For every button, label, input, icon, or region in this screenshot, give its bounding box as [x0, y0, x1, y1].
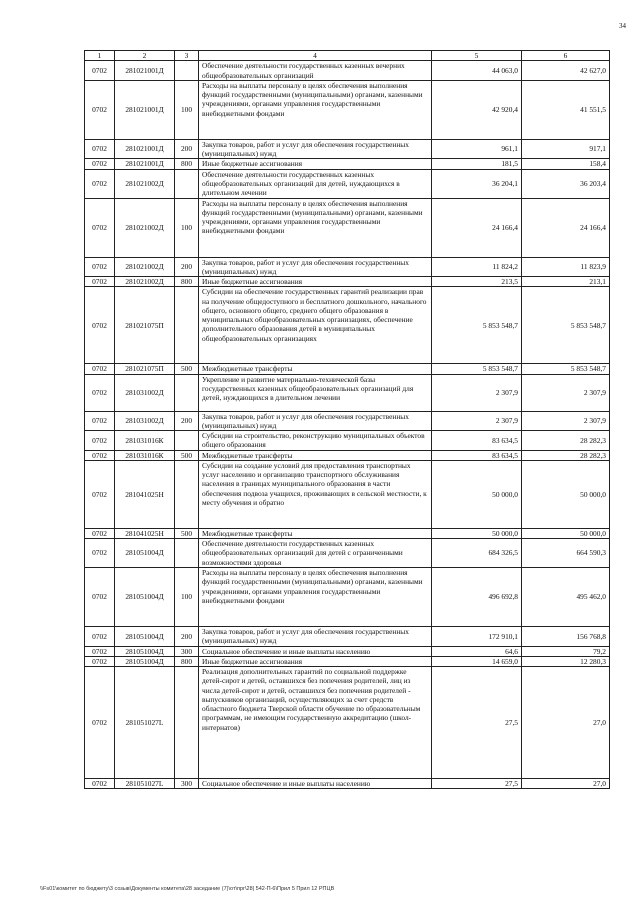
- value-col-6: 2 307,9: [522, 411, 610, 431]
- section-code: 0702: [85, 277, 115, 287]
- section-code: 0702: [85, 779, 115, 789]
- section-code: 0702: [85, 646, 115, 656]
- expense-type: 100: [175, 80, 199, 139]
- item-name: Субсидии на создание условий для предоставления транспортных услуг населению и организацию транспортного обслуживания населения в границах муниципального образования в части обеспечения подвоза учащихся, проживающих в сельской местности, к месту обучения и обратно: [199, 460, 432, 528]
- budget-table: [84, 50, 610, 789]
- value-col-5: 213,5: [432, 277, 522, 287]
- table-row: [85, 667, 610, 779]
- value-col-6: 917,1: [522, 139, 610, 159]
- article-code: 281051004Д: [115, 646, 175, 656]
- col-header-3: 3: [175, 51, 199, 61]
- item-name: Социальное обеспечение и иные выплаты населению: [199, 646, 432, 656]
- article-code: 281051004Д: [115, 568, 175, 627]
- value-col-5: 11 824,2: [432, 257, 522, 277]
- section-code: 0702: [85, 139, 115, 159]
- expense-type: 300: [175, 779, 199, 789]
- value-col-5: 5 853 548,7: [432, 287, 522, 364]
- item-name: Расходы на выплаты персоналу в целях обеспечения выполнения функций государственными (муниципальными) органами, казенными учреждениями, органами управления государственными внебюджетными фондами: [199, 80, 432, 139]
- value-col-5: 2 307,9: [432, 411, 522, 431]
- value-col-6: 28 282,3: [522, 431, 610, 451]
- item-name: Иные бюджетные ассигнования: [199, 159, 432, 169]
- value-col-5: 44 063,0: [432, 61, 522, 81]
- section-code: 0702: [85, 627, 115, 647]
- value-col-5: 181,5: [432, 159, 522, 169]
- value-col-6: 213,1: [522, 277, 610, 287]
- col-header-1: 1: [85, 51, 115, 61]
- value-col-6: 12 280,3: [522, 656, 610, 666]
- item-name: Межбюджетные трансферты: [199, 364, 432, 374]
- value-col-5: 2 307,9: [432, 374, 522, 411]
- section-code: 0702: [85, 287, 115, 364]
- value-col-5: 5 853 548,7: [432, 364, 522, 374]
- article-code: 281021002Д: [115, 198, 175, 257]
- expense-type: 300: [175, 646, 199, 656]
- table-row: [85, 460, 610, 528]
- table-row: [85, 374, 610, 411]
- article-code: 281031002Д: [115, 411, 175, 431]
- expense-type: 200: [175, 627, 199, 647]
- item-name: Закупка товаров, работ и услуг для обеспечения государственных (муниципальных) нужд: [199, 257, 432, 277]
- value-col-5: 50 000,0: [432, 528, 522, 538]
- expense-type: [175, 431, 199, 451]
- table-row: [85, 364, 610, 374]
- table-row: [85, 61, 610, 81]
- item-name: Реализация дополнительных гарантий по социальной поддержке детей-сирот и детей, оставшихся без попечения родителей, лиц из числа детей-сирот и детей, оставшихся без попечения родителей - выпускников организаций, осуществляющих за счет средств областного бюджета Тверской области обучение по образовательным программам, не имеющим государственную аккредитацию (школ-интернатов): [199, 667, 432, 779]
- expense-type: 500: [175, 364, 199, 374]
- page-number: 34: [619, 22, 626, 30]
- value-col-5: 27,5: [432, 779, 522, 789]
- item-name: Укрепление и развитие материально-технической базы государственных казенных общеобразовательных организаций для детей, нуждающихся в длительном лечении: [199, 374, 432, 411]
- value-col-5: 83 634,5: [432, 431, 522, 451]
- table-body: [85, 61, 610, 789]
- section-code: 0702: [85, 411, 115, 431]
- value-col-5: 172 910,1: [432, 627, 522, 647]
- expense-type: 500: [175, 450, 199, 460]
- table-row: [85, 528, 610, 538]
- expense-type: 200: [175, 257, 199, 277]
- expense-type: 100: [175, 568, 199, 627]
- article-code: 281021001Д: [115, 139, 175, 159]
- value-col-6: 24 166,4: [522, 198, 610, 257]
- col-header-2: 2: [115, 51, 175, 61]
- article-code: 281031016К: [115, 431, 175, 451]
- col-header-5: 5: [432, 51, 522, 61]
- item-name: Межбюджетные трансферты: [199, 450, 432, 460]
- value-col-5: 83 634,5: [432, 450, 522, 460]
- item-name: Межбюджетные трансферты: [199, 528, 432, 538]
- section-code: 0702: [85, 198, 115, 257]
- value-col-5: 36 204,1: [432, 169, 522, 198]
- expense-type: 200: [175, 411, 199, 431]
- value-col-5: 961,1: [432, 139, 522, 159]
- col-header-6: 6: [522, 51, 610, 61]
- article-code: 281021002Д: [115, 277, 175, 287]
- value-col-6: 42 627,0: [522, 61, 610, 81]
- expense-type: 100: [175, 198, 199, 257]
- table-row: [85, 139, 610, 159]
- value-col-6: 156 768,8: [522, 627, 610, 647]
- value-col-6: 79,2: [522, 646, 610, 656]
- item-name: Расходы на выплаты персоналу в целях обеспечения выполнения функций государственными (муниципальными) органами, казенными учреждениями, органами управления государственными внебюджетными фондами: [199, 198, 432, 257]
- article-code: 281021002Д: [115, 257, 175, 277]
- expense-type: 800: [175, 159, 199, 169]
- section-code: 0702: [85, 460, 115, 528]
- item-name: Расходы на выплаты персоналу в целях обеспечения выполнения функций государственными (муниципальными) органами, казенными учреждениями, органами управления государственными внебюджетными фондами: [199, 568, 432, 627]
- value-col-5: 42 920,4: [432, 80, 522, 139]
- section-code: 0702: [85, 80, 115, 139]
- value-col-5: 64,6: [432, 646, 522, 656]
- item-name: Субсидии на обеспечение государственных гарантий реализации прав на получение общедоступного и бесплатного дошкольного, начального общего, основного общего, среднего общего образования в муниципальных общеобразовательных организациях, обеспечение дополнительного образования детей в муниципальных общеобразовательных организациях: [199, 287, 432, 364]
- article-code: 281051004Д: [115, 539, 175, 568]
- expense-type: 800: [175, 277, 199, 287]
- section-code: 0702: [85, 656, 115, 666]
- item-name: Социальное обеспечение и иные выплаты населению: [199, 779, 432, 789]
- section-code: 0702: [85, 667, 115, 779]
- table-row: [85, 450, 610, 460]
- table-row: [85, 646, 610, 656]
- section-code: 0702: [85, 169, 115, 198]
- article-code: 281021001Д: [115, 159, 175, 169]
- section-code: 0702: [85, 374, 115, 411]
- table-row: [85, 779, 610, 789]
- value-col-6: 664 590,3: [522, 539, 610, 568]
- expense-type: 500: [175, 528, 199, 538]
- table-row: [85, 257, 610, 277]
- value-col-5: 27,5: [432, 667, 522, 779]
- table-row: [85, 411, 610, 431]
- table-row: [85, 287, 610, 364]
- value-col-6: 495 462,0: [522, 568, 610, 627]
- table-row: [85, 656, 610, 666]
- expense-type: [175, 374, 199, 411]
- article-code: 281021075П: [115, 287, 175, 364]
- section-code: 0702: [85, 568, 115, 627]
- value-col-6: 36 203,4: [522, 169, 610, 198]
- file-path-footer: \\Fs01\комитет по бюджету\3 созыв\Документы комитета\28 заседание (7)\от\прг\28| 542-П-6\Прил 5 Прил 12 РПЦВ: [40, 886, 335, 892]
- expense-type: [175, 460, 199, 528]
- value-col-6: 11 823,9: [522, 257, 610, 277]
- header-row: [85, 51, 610, 61]
- table-row: [85, 169, 610, 198]
- value-col-6: 5 853 548,7: [522, 364, 610, 374]
- article-code: 281041025Н: [115, 528, 175, 538]
- value-col-6: 27,0: [522, 667, 610, 779]
- article-code: 281041025Н: [115, 460, 175, 528]
- table-row: [85, 277, 610, 287]
- table-row: [85, 568, 610, 627]
- expense-type: [175, 287, 199, 364]
- item-name: Субсидии на строительство, реконструкцию муниципальных объектов общего образования: [199, 431, 432, 451]
- section-code: 0702: [85, 539, 115, 568]
- article-code: 281021001Д: [115, 80, 175, 139]
- expense-type: [175, 539, 199, 568]
- article-code: 281051004Д: [115, 656, 175, 666]
- value-col-5: 14 659,0: [432, 656, 522, 666]
- table-row: [85, 431, 610, 451]
- item-name: Обеспечение деятельности государственных казенных общеобразовательных организаций для детей, нуждающихся в длительном лечении: [199, 169, 432, 198]
- expense-type: [175, 169, 199, 198]
- section-code: 0702: [85, 257, 115, 277]
- value-col-5: 24 166,4: [432, 198, 522, 257]
- table-row: [85, 80, 610, 139]
- value-col-5: 50 000,0: [432, 460, 522, 528]
- article-code: 281021002Д: [115, 169, 175, 198]
- col-header-4: 4: [199, 51, 432, 61]
- value-col-6: 50 000,0: [522, 528, 610, 538]
- item-name: Закупка товаров, работ и услуг для обеспечения государственных (муниципальных) нужд: [199, 627, 432, 647]
- expense-type: [175, 61, 199, 81]
- table-row: [85, 627, 610, 647]
- section-code: 0702: [85, 431, 115, 451]
- value-col-6: 28 282,3: [522, 450, 610, 460]
- value-col-6: 41 551,5: [522, 80, 610, 139]
- section-code: 0702: [85, 159, 115, 169]
- item-name: Закупка товаров, работ и услуг для обеспечения государственных (муниципальных) нужд: [199, 411, 432, 431]
- item-name: Закупка товаров, работ и услуг для обеспечения государственных (муниципальных) нужд: [199, 139, 432, 159]
- value-col-6: 2 307,9: [522, 374, 610, 411]
- article-code: 281021001Д: [115, 61, 175, 81]
- item-name: Иные бюджетные ассигнования: [199, 277, 432, 287]
- article-code: 281021075П: [115, 364, 175, 374]
- section-code: 0702: [85, 450, 115, 460]
- value-col-5: 684 326,5: [432, 539, 522, 568]
- article-code: 281051027L: [115, 779, 175, 789]
- expense-type: 200: [175, 139, 199, 159]
- expense-type: [175, 667, 199, 779]
- article-code: 281031016К: [115, 450, 175, 460]
- value-col-6: 5 853 548,7: [522, 287, 610, 364]
- table-row: [85, 159, 610, 169]
- value-col-5: 496 692,8: [432, 568, 522, 627]
- value-col-6: 50 000,0: [522, 460, 610, 528]
- value-col-6: 27,0: [522, 779, 610, 789]
- table-row: [85, 539, 610, 568]
- value-col-6: 158,4: [522, 159, 610, 169]
- article-code: 281031002Д: [115, 374, 175, 411]
- item-name: Обеспечение деятельности государственных казенных вечерних общеобразовательных организаций: [199, 61, 432, 81]
- section-code: 0702: [85, 61, 115, 81]
- table-row: [85, 198, 610, 257]
- section-code: 0702: [85, 364, 115, 374]
- expense-type: 800: [175, 656, 199, 666]
- section-code: 0702: [85, 528, 115, 538]
- item-name: Иные бюджетные ассигнования: [199, 656, 432, 666]
- item-name: Обеспечение деятельности государственных казенных общеобразовательных организаций для детей с ограниченными возможностями здоровья: [199, 539, 432, 568]
- article-code: 281051004Д: [115, 627, 175, 647]
- article-code: 281051027L: [115, 667, 175, 779]
